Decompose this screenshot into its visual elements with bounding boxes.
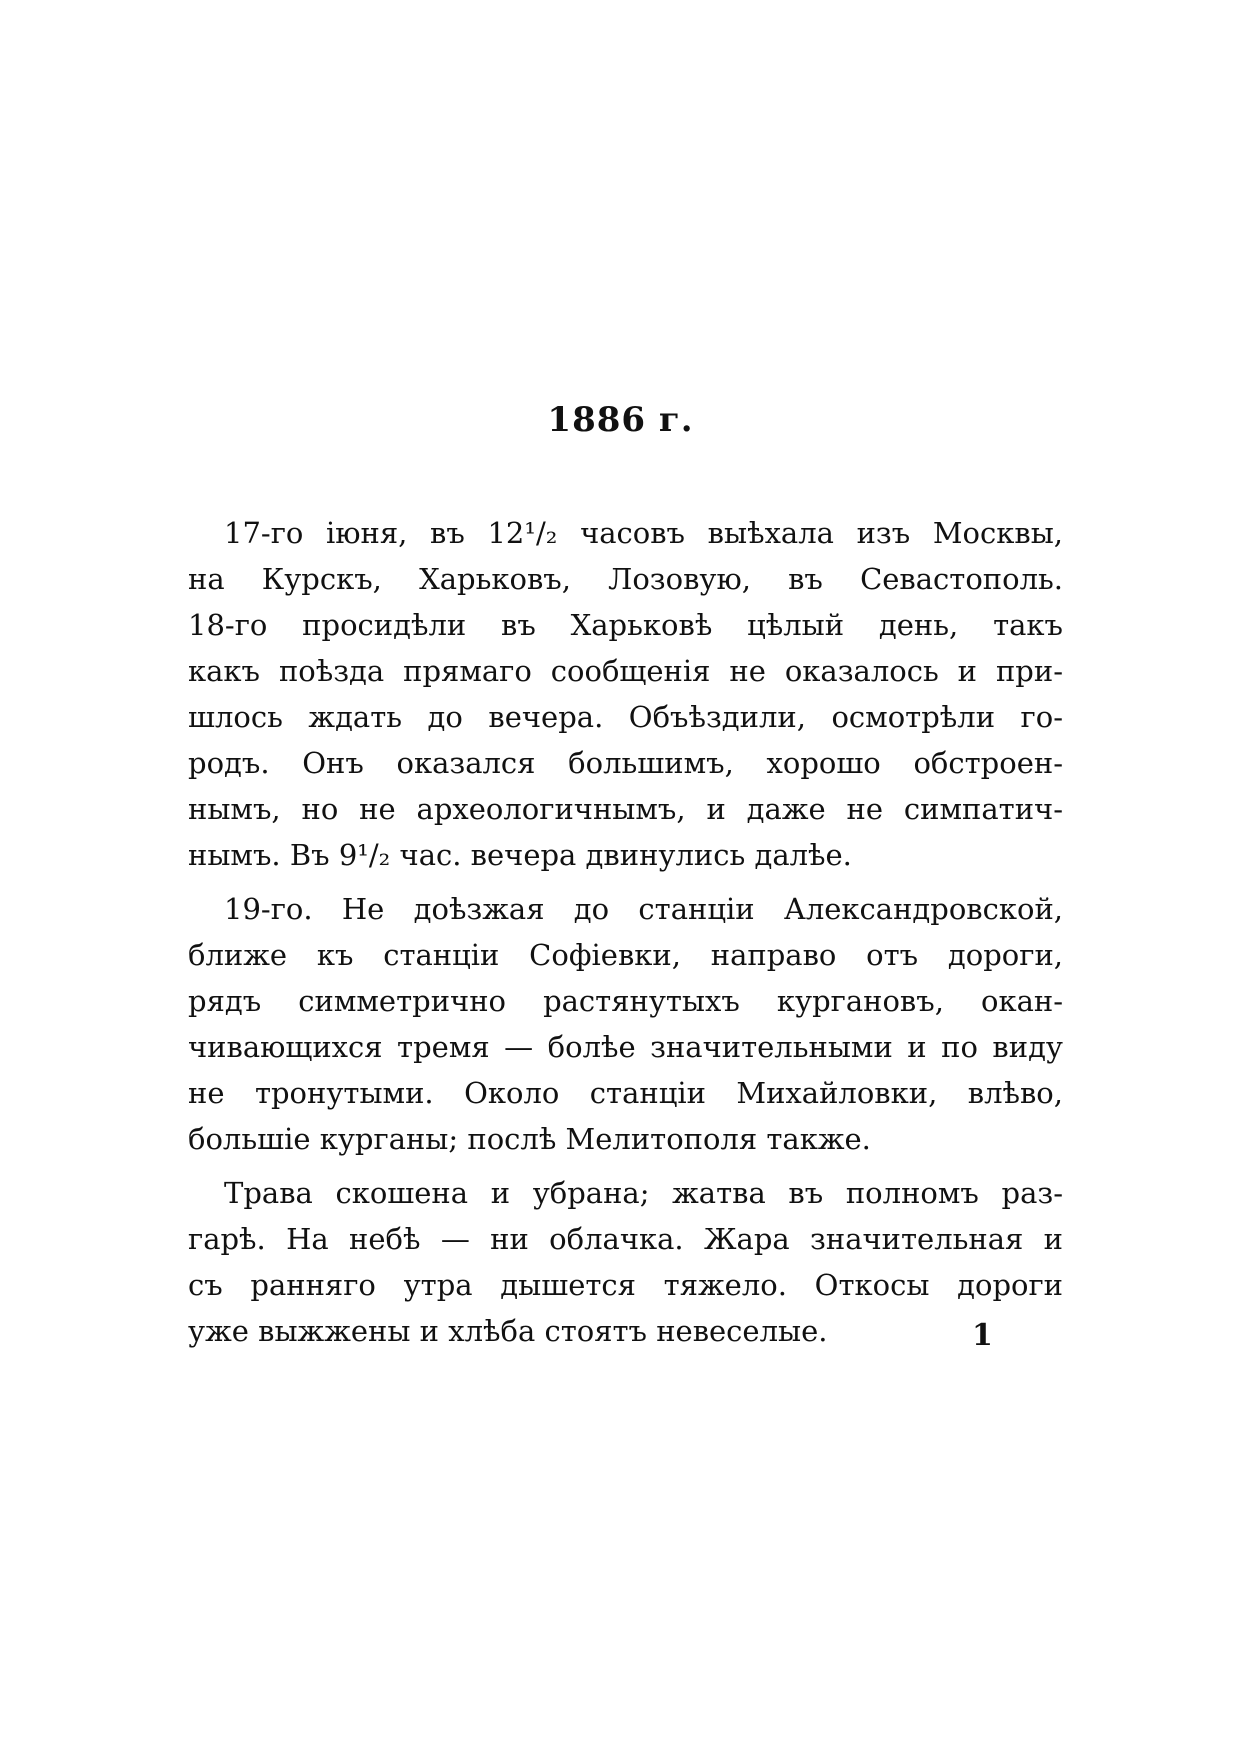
text-line: большіе курганы; послѣ Мелитополя также. [188, 1122, 871, 1156]
text-line: 19-го. Не доѣзжая до станціи Александровской, [224, 892, 1063, 926]
text-line: съ ранняго утра дышется тяжело. Откосы дороги [188, 1268, 1063, 1302]
paragraph [188, 1170, 1063, 1354]
text-line: родъ. Онъ оказался большимъ, хорошо обстроен- [188, 746, 1063, 780]
text-line: уже выжжены и хлѣба стоятъ невеселые. [188, 1314, 828, 1348]
text-line: рядъ симметрично растянутыхъ кургановъ, окан- [188, 984, 1063, 1018]
text-line: чивающихся тремя — болѣе значительными и по виду [188, 1030, 1063, 1064]
body-text [188, 510, 1063, 1362]
text-line: 17-го іюня, въ 12¹/₂ часовъ выѣхала изъ Москвы, [224, 516, 1063, 550]
text-line: ближе къ станціи Софіевки, направо отъ дороги, [188, 938, 1063, 972]
text-line: не тронутыми. Около станціи Михайловки, влѣво, [188, 1076, 1063, 1110]
text-line: какъ поѣзда прямаго сообщенія не оказалось и при- [188, 654, 1063, 688]
text-line: нымъ, но не археологичнымъ, и даже не симпатич- [188, 792, 1063, 826]
text-line: 18-го просидѣли въ Харьковѣ цѣлый день, такъ [188, 608, 1063, 642]
paragraph [188, 510, 1063, 878]
text-line: на Курскъ, Харьковъ, Лозовую, въ Севастополь. [188, 562, 1063, 596]
paragraph [188, 886, 1063, 1162]
page-title: 1886 г. [547, 400, 694, 440]
text-line: нымъ. Въ 9¹/₂ час. вечера двинулись далѣе. [188, 838, 852, 872]
text-line: гарѣ. На небѣ — ни облачка. Жара значительная и [188, 1222, 1063, 1256]
page-number: 1 [972, 1318, 993, 1353]
text-line: шлось ждать до вечера. Объѣздили, осмотрѣли го- [188, 700, 1063, 734]
text-line: Трава скошена и убрана; жатва въ полномъ раз- [224, 1176, 1063, 1210]
